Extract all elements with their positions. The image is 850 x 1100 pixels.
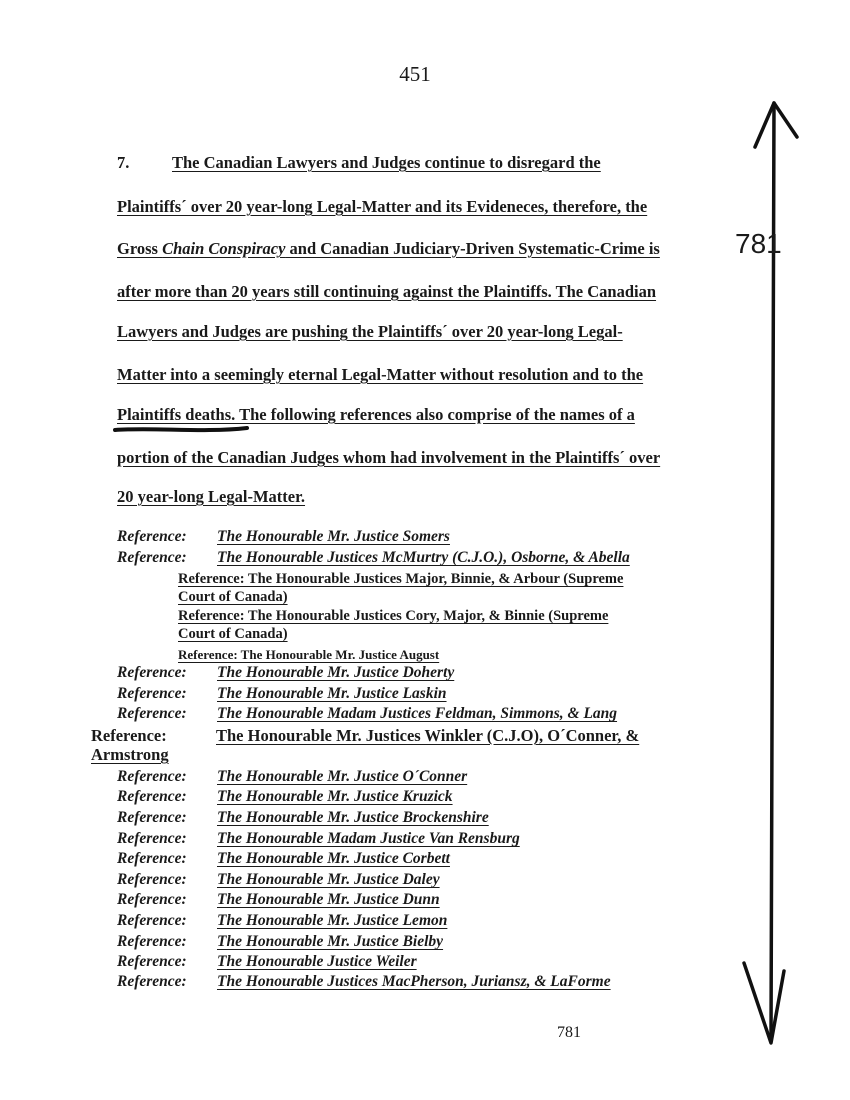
reference-item: Reference: The Honourable Justices MacPherson, Juriansz, & LaForme (117, 973, 611, 990)
paragraph-number: 7. (117, 153, 130, 172)
paragraph-line: 20 year-long Legal-Matter. (117, 487, 306, 506)
reference-item-continued: Armstrong (91, 745, 169, 764)
paragraph-line: 7. The Canadian Lawyers and Judges continue to disregard the (117, 153, 601, 172)
reference-item: Reference: The Honourable Mr. Justice O´Conner (117, 768, 468, 785)
italic-phrase: Chain Conspiracy (162, 239, 286, 258)
reference-item: Reference: The Honourable Mr. Justice Laskin (117, 685, 447, 702)
handwritten-underline (113, 424, 253, 436)
reference-item-continued: Court of Canada) (178, 626, 288, 642)
margin-page-note: 781 (735, 228, 782, 259)
reference-item: Reference: The Honourable Mr. Justice Daley (117, 871, 440, 888)
reference-item: Reference: The Honourable Justice Weiler (117, 953, 417, 970)
reference-item: Reference: The Honourable Mr. Justice Lemon (117, 912, 448, 929)
paragraph-line: Plaintiffs´ over 20 year-long Legal-Matter and its Evideneces, therefore, the (117, 197, 648, 216)
reference-item: Reference: The Honourable Justices Major, Binnie, & Arbour (Supreme (178, 571, 624, 587)
reference-item: Reference: The Honourable Mr. Justice Kruzick (117, 788, 453, 805)
paragraph-line: portion of the Canadian Judges whom had involvement in the Plaintiffs´ over (117, 448, 661, 467)
reference-item: Reference: The Honourable Mr. Justice Doherty (117, 664, 455, 681)
reference-item: Reference: The Honourable Mr. Justice Bielby (117, 933, 444, 950)
paragraph-line: Gross Chain Conspiracy and Canadian Judiciary-Driven Systematic-Crime is (117, 239, 660, 258)
reference-item: Reference: The Honourable Justices Cory, Major, & Binnie (Supreme (178, 608, 609, 624)
reference-item: Reference: The Honourable Madam Justice Van Rensburg (117, 830, 520, 847)
reference-item: Reference: The Honourable Mr. Justice August (178, 647, 440, 662)
reference-item: Reference: The Honourable Madam Justices Feldman, Simmons, & Lang (117, 705, 618, 722)
reference-item: Reference: The Honourable Mr. Justice Somers (117, 528, 450, 545)
reference-item: Reference: The Honourable Mr. Justice Dunn (117, 891, 440, 908)
paragraph-line: Matter into a seemingly eternal Legal-Matter without resolution and to the (117, 365, 644, 384)
reference-item: Reference: The Honourable Mr. Justices Winkler (C.J.O), O´Conner, & (91, 726, 640, 745)
reference-item: Reference: The Honourable Justices McMurtry (C.J.O.), Osborne, & Abella (117, 549, 630, 566)
paragraph-line: after more than 20 years still continuing against the Plaintiffs. The Canadian (117, 282, 657, 301)
reference-item: Reference: The Honourable Mr. Justice Corbett (117, 850, 450, 867)
footer-page-number: 781 (557, 1024, 581, 1041)
reference-item: Reference: The Honourable Mr. Justice Brockenshire (117, 809, 489, 826)
paragraph-line: Lawyers and Judges are pushing the Plaintiffs´ over 20 year-long Legal- (117, 322, 623, 341)
reference-item-continued: Court of Canada) (178, 589, 288, 605)
paragraph-line: Plaintiffs deaths. The following references also comprise of the names of a (117, 405, 635, 424)
page-number: 451 (399, 62, 431, 86)
